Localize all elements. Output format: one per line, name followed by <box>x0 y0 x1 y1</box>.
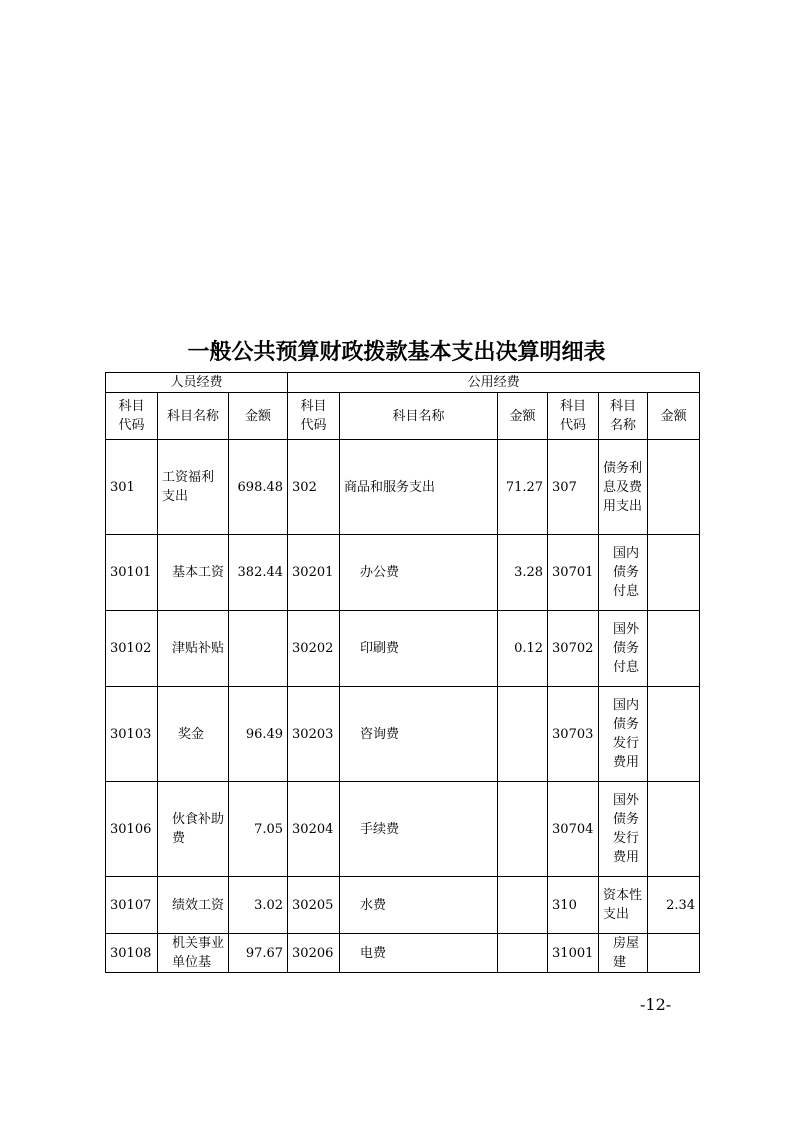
personnel-code: 30101 <box>106 535 158 611</box>
header-code: 科目 代码 <box>548 393 599 440</box>
public-code: 30206 <box>288 934 340 973</box>
personnel-name: 基本工资 <box>158 535 229 611</box>
header-amount: 金额 <box>229 393 288 440</box>
public-name: 办公费 <box>340 535 498 611</box>
public-name: 咨询费 <box>340 687 498 782</box>
capital-code: 30701 <box>548 535 599 611</box>
table-row <box>106 782 700 877</box>
public-amount <box>498 877 548 934</box>
capital-name: 房屋建 <box>599 934 648 973</box>
public-name: 手续费 <box>340 782 498 877</box>
capital-name: 国外债务付息 <box>599 611 648 687</box>
header-name: 科目名称 <box>340 393 498 440</box>
personnel-name: 津贴补贴 <box>158 611 229 687</box>
capital-amount <box>648 535 700 611</box>
header-amount: 金额 <box>648 393 700 440</box>
group-header-row <box>106 373 700 393</box>
table-row <box>106 934 700 973</box>
capital-amount <box>648 611 700 687</box>
capital-code: 31001 <box>548 934 599 973</box>
personnel-code: 301 <box>106 440 158 535</box>
capital-amount <box>648 687 700 782</box>
table-row <box>106 440 700 535</box>
personnel-code: 30106 <box>106 782 158 877</box>
personnel-amount: 3.02 <box>229 877 288 934</box>
public-code: 30201 <box>288 535 340 611</box>
personnel-code: 30107 <box>106 877 158 934</box>
capital-code: 30703 <box>548 687 599 782</box>
table-row <box>106 687 700 782</box>
personnel-amount: 382.44 <box>229 535 288 611</box>
personnel-amount: 97.67 <box>229 934 288 973</box>
capital-amount <box>648 934 700 973</box>
header-code: 科目 代码 <box>288 393 340 440</box>
capital-name: 资本性支出 <box>599 877 648 934</box>
capital-code: 30704 <box>548 782 599 877</box>
capital-name: 国内债务发行费用 <box>599 687 648 782</box>
personnel-amount: 698.48 <box>229 440 288 535</box>
personnel-code: 30108 <box>106 934 158 973</box>
public-code: 302 <box>288 440 340 535</box>
public-name: 印刷费 <box>340 611 498 687</box>
personnel-amount <box>229 611 288 687</box>
capital-amount <box>648 440 700 535</box>
header-name: 科目名称 <box>158 393 229 440</box>
header-code: 科目 代码 <box>106 393 158 440</box>
public-amount: 3.28 <box>498 535 548 611</box>
public-code: 30203 <box>288 687 340 782</box>
public-amount <box>498 934 548 973</box>
capital-name: 债务利息及费用支出 <box>599 440 648 535</box>
header-name: 科目 名称 <box>599 393 648 440</box>
expenditure-table <box>105 372 700 973</box>
personnel-name: 奖金 <box>158 687 229 782</box>
capital-name: 国外债务发行费用 <box>599 782 648 877</box>
header-amount: 金额 <box>498 393 548 440</box>
group-public: 公用经费 <box>288 373 700 393</box>
group-personnel: 人员经费 <box>106 373 288 393</box>
table-row <box>106 611 700 687</box>
public-name: 电费 <box>340 934 498 973</box>
public-amount <box>498 782 548 877</box>
page-number: -12- <box>640 995 672 1014</box>
public-code: 30205 <box>288 877 340 934</box>
column-header-row <box>106 393 700 440</box>
table-row <box>106 877 700 934</box>
personnel-name: 绩效工资 <box>158 877 229 934</box>
personnel-name: 机关事业单位基 <box>158 934 229 973</box>
public-amount <box>498 687 548 782</box>
table-row <box>106 535 700 611</box>
capital-code: 30702 <box>548 611 599 687</box>
capital-amount <box>648 782 700 877</box>
personnel-code: 30103 <box>106 687 158 782</box>
public-code: 30202 <box>288 611 340 687</box>
page-title: 一般公共预算财政拨款基本支出决算明细表 <box>187 340 606 365</box>
personnel-amount: 7.05 <box>229 782 288 877</box>
capital-amount: 2.34 <box>648 877 700 934</box>
public-name: 商品和服务支出 <box>340 440 498 535</box>
capital-code: 307 <box>548 440 599 535</box>
personnel-amount: 96.49 <box>229 687 288 782</box>
personnel-name: 工资福利支出 <box>158 440 229 535</box>
capital-code: 310 <box>548 877 599 934</box>
public-amount: 0.12 <box>498 611 548 687</box>
public-amount: 71.27 <box>498 440 548 535</box>
public-name: 水费 <box>340 877 498 934</box>
personnel-code: 30102 <box>106 611 158 687</box>
public-code: 30204 <box>288 782 340 877</box>
capital-name: 国内债务付息 <box>599 535 648 611</box>
personnel-name: 伙食补助费 <box>158 782 229 877</box>
